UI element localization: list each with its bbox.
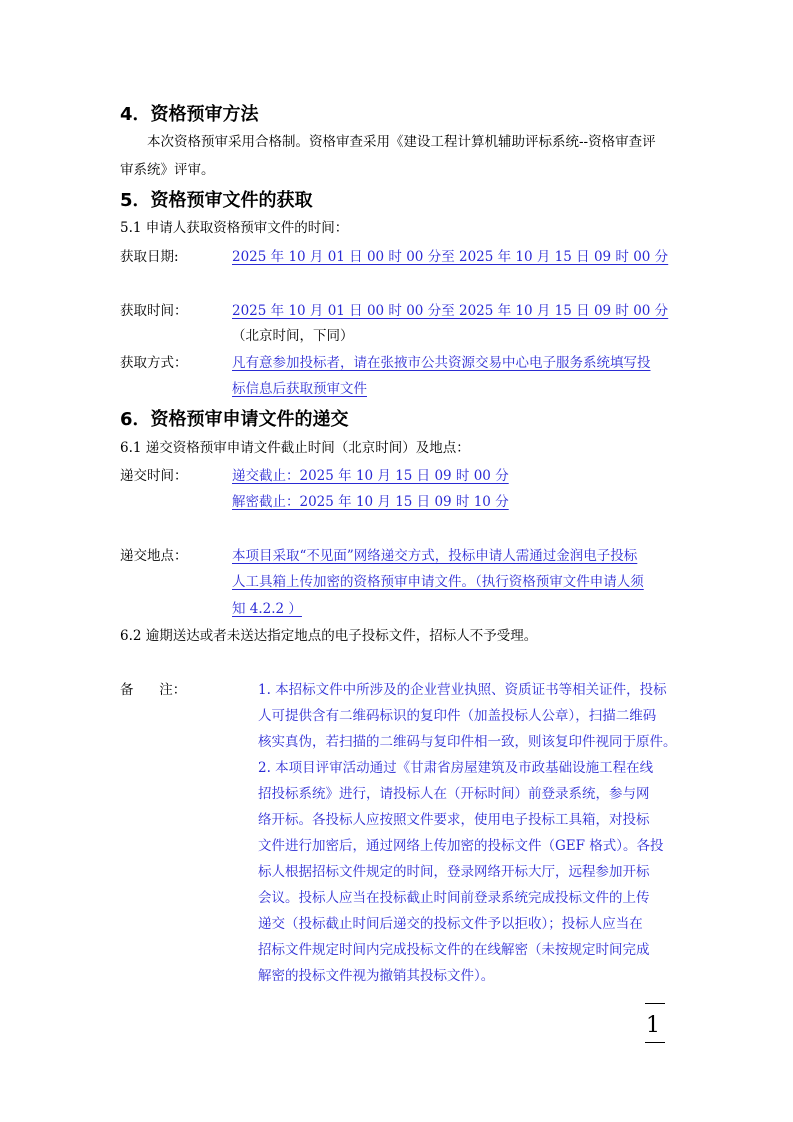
acquire-date-label: 获取日期: <box>120 249 179 265</box>
notes-line: 递交（投标截止时间后递交的投标文件予以拒收）；投标人应当在 <box>258 916 643 932</box>
page-number: 1 <box>646 1013 660 1038</box>
submit-place-link-line-2[interactable]: 人工具箱上传加密的资格预审申请文件。（执行资格预审文件申请人须 <box>232 574 644 590</box>
section-6-1-text: 6.1 递交资格预审申请文件截止时间（北京时间）及地点： <box>120 440 470 456</box>
section-4-paragraph-line-1: 本次资格预审采用合格制。资格审查采用《建设工程计算机辅助评标系统--资格审查评 <box>147 134 656 150</box>
notes-line: 1. 本招标文件中所涉及的企业营业执照、资质证书等相关证件，投标 <box>258 682 667 698</box>
acquire-time-note: （北京时间，下同） <box>232 328 354 344</box>
notes-line: 标人根据招标文件规定的时间，登录网络开标大厅，远程参加开标 <box>258 864 650 880</box>
notes-line: 络开标。各投标人应按照文件要求，使用电子投标工具箱，对投标 <box>258 812 650 828</box>
notes-line: 解密的投标文件视为撤销其投标文件）。 <box>258 968 495 984</box>
section-6-heading: 6．资格预审申请文件的递交 <box>120 409 349 430</box>
acquire-method-link-line-1[interactable]: 凡有意参加投标者，请在张掖市公共资源交易中心电子服务系统填写投 <box>232 355 651 371</box>
section-5-1-text: 5.1 申请人获取资格预审文件的时间： <box>120 220 349 236</box>
submit-deadline-link[interactable]: 递交截止：2025 年 10 月 15 日 09 时 00 分 <box>232 468 509 484</box>
notes-line: 人可提供含有二维码标识的复印件（加盖投标人公章），扫描二维码 <box>258 708 657 724</box>
acquire-date-link[interactable]: 2025 年 10 月 01 日 00 时 00 分至 2025 年 10 月 15 日 09 时 00 分 <box>232 249 669 265</box>
section-4-heading: 4．资格预审方法 <box>120 104 259 125</box>
acquire-method-label: 获取方式： <box>120 355 188 371</box>
notes-line: 文件进行加密后，通过网络上传加密的投标文件（GEF 格式）。各投 <box>258 838 664 854</box>
section-5-heading: 5．资格预审文件的获取 <box>120 190 313 211</box>
notes-line: 2. 本项目评审活动通过《甘肃省房屋建筑及市政基础设施工程在线 <box>258 760 654 776</box>
notes-line: 核实真伪，若扫描的二维码与复印件相一致，则该复印件视同于原件。 <box>258 734 677 750</box>
section-6-2-text: 6.2 逾期送达或者未送达指定地点的电子投标文件，招标人不予受理。 <box>120 628 538 644</box>
decrypt-deadline-link[interactable]: 解密截止：2025 年 10 月 15 日 09 时 10 分 <box>232 494 509 510</box>
acquire-method-link-line-2[interactable]: 标信息后获取预审文件 <box>232 381 367 397</box>
submit-place-label: 递交地点： <box>120 548 188 564</box>
notes-line: 招标文件规定时间内完成投标文件的在线解密（未按规定时间完成 <box>258 942 650 958</box>
submit-time-label: 递交时间： <box>120 468 188 484</box>
notes-line: 招投标系统》进行，请投标人在（开标时间）前登录系统，参与网 <box>258 786 650 802</box>
notes-line: 会议。投标人应当在投标截止时间前登录系统完成投标文件的上传 <box>258 890 650 906</box>
notes-label: 备 注： <box>120 682 187 698</box>
submit-place-link-line-1[interactable]: 本项目采取“不见面”网络递交方式，投标申请人需通过金润电子投标 <box>232 548 638 564</box>
page-number-rule-bottom <box>645 1042 665 1043</box>
section-4-paragraph-line-2: 审系统》评审。 <box>120 162 215 178</box>
acquire-time-label: 获取时间： <box>120 303 188 319</box>
submit-place-link-line-3[interactable]: 知 4.2.2 ） <box>232 601 302 617</box>
acquire-time-link[interactable]: 2025 年 10 月 01 日 00 时 00 分至 2025 年 10 月 15 日 09 时 00 分 <box>232 303 669 319</box>
page-number-rule-top <box>645 1003 665 1004</box>
